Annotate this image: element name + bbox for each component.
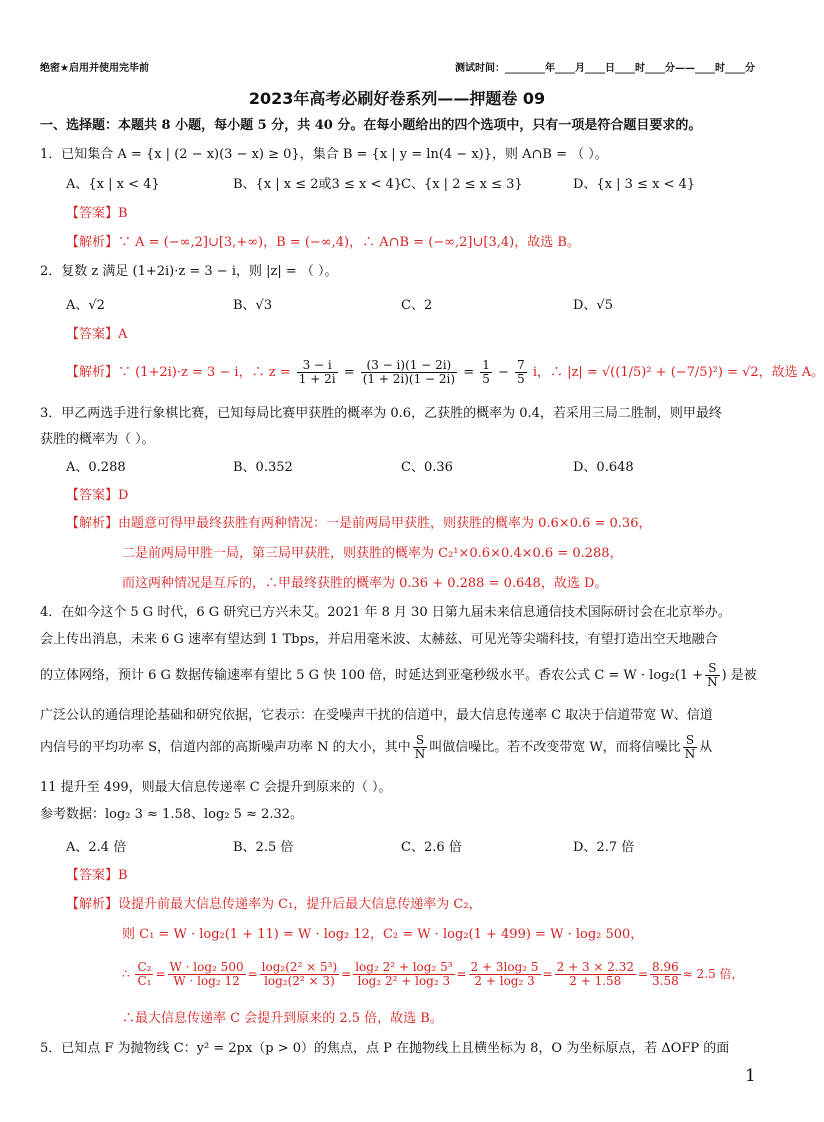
- q1-answer: 【答案】B: [66, 206, 128, 221]
- q4-stem-line4: 广泛公认的通信理论基础和研究依据，它表示：在受噪声干扰的信道中，最大信息传递率 C 取决于信道带宽 W、信道: [40, 708, 713, 723]
- q4-option-d: D、2.7 倍: [573, 840, 635, 855]
- q4-stem-line1: 4．在如今这个 5 G 时代，6 G 研究已方兴未艾。2021 年 8 月 30 日第九届未来信息通信技术国际研讨会在北京举办。: [40, 605, 731, 620]
- fraction-numerator: S: [705, 662, 720, 676]
- q3-answer: 【答案】D: [66, 488, 129, 503]
- q3-stem-line1: 3．甲乙两选手进行象棋比赛，已知每局比赛甲获胜的概率为 0.6，乙获胜的概率为 0.4，若采用三局二胜制，则甲最终: [40, 406, 722, 421]
- section-heading: 一、选择题：本题共 8 小题，每小题 5 分，共 40 分。在每小题给出的四个选项中，只有一项是符合题目要求的。: [40, 118, 702, 133]
- q1-option-d: D、{x | 3 ≤ x < 4}: [573, 177, 696, 192]
- q5-stem: 5．已知点 F 为抛物线 C：y² = 2px（p > 0）的焦点，点 P 在抛物线上且横坐标为 8，O 为坐标原点，若 ΔOFP 的面: [40, 1041, 730, 1056]
- fraction-denominator: N: [684, 747, 696, 761]
- q3-analysis-line1: 【解析】由题意可得甲最终获胜有两种情况：一是前两局甲获胜，则获胜的概率为 0.6×0.6 = 0.36，: [66, 516, 652, 531]
- equals-sign: =: [456, 967, 467, 981]
- q4-stem-line3: [40, 660, 757, 692]
- q1-stem: 1．已知集合 A = {x | (2 − x)(3 − x) ≥ 0}，集合 B = {x | y = ln(4 − x)}，则 A∩B = （ ）。: [40, 147, 608, 162]
- therefore-sign: ∴: [122, 967, 130, 981]
- minus-sign: −: [498, 365, 509, 380]
- q1-option-a: A、{x | x < 4}: [66, 177, 160, 192]
- fraction-numerator: 3 − i: [297, 359, 338, 373]
- fraction-numerator: W · log₂ 500: [169, 960, 244, 974]
- q1-analysis: 【解析】∵ A = (−∞,2]∪[3,+∞)，B = (−∞,4)，∴ A∩B = (−∞,2]∪[3,4)，故选 B。: [66, 235, 580, 250]
- signal-noise-fraction: [683, 734, 698, 761]
- fraction-denominator: log₂(2² × 3): [264, 974, 335, 988]
- fraction-numerator: 8.96: [652, 960, 679, 974]
- q3-option-b: B、0.352: [233, 460, 293, 475]
- ratio-fraction: [650, 961, 681, 988]
- q4-line3-text: 的立体网络，预计 6 G 数据传输速率有望比 5 G 快 100 倍，时延达到亚毫秒级水平。香农公式 C = W · log₂(1 +: [40, 668, 704, 683]
- fraction-numerator: S: [413, 734, 428, 748]
- q4-option-a: A、2.4 倍: [66, 840, 127, 855]
- equals-sign: =: [155, 967, 166, 981]
- q2-option-c: C、2: [401, 298, 433, 313]
- q2-analysis: [66, 356, 824, 390]
- q4-analysis-line2: 则 C₁ = W · log₂(1 + 11) = W · log₂ 12，C₂ = W · log₂(1 + 499) = W · log₂ 500，: [122, 927, 644, 942]
- equals-sign: =: [341, 967, 352, 981]
- ratio-fraction: [469, 961, 541, 988]
- confidential-label: 绝密★启用并使用完毕前: [40, 63, 149, 74]
- q4-analysis-line3: [122, 956, 744, 992]
- q2-option-d: D、√5: [573, 298, 613, 313]
- fraction-denominator: log₂ 2² + log₂ 3: [357, 974, 451, 988]
- fraction-numerator: S: [683, 734, 698, 748]
- page-title: 2023年高考必刷好卷系列——押题卷 09: [248, 89, 546, 108]
- fraction-numerator: 1: [482, 358, 490, 372]
- fraction-denominator: 1 + 2i: [298, 372, 336, 386]
- q2-analysis-suffix: i，∴ |z| = √((1/5)² + (−7/5)²) = √2，故选 A。: [532, 365, 824, 380]
- q4-line5-tail: 从: [699, 740, 713, 755]
- q4-stem-line2: 会上传出消息，未来 6 G 速率有望达到 1 Tbps，并启用毫米波、太赫兹、可见光等尖端科技，有望打造出空天地融合: [40, 632, 718, 647]
- equals-sign: =: [343, 365, 355, 380]
- q2-fraction-2: [361, 359, 457, 386]
- fraction-numerator: C₂: [137, 960, 152, 974]
- ratio-fraction: [353, 961, 454, 988]
- fraction-denominator: 5: [482, 372, 490, 386]
- q2-analysis-prefix: 【解析】∵ (1+2i)·z = 3 − i，∴ z =: [66, 365, 291, 380]
- page-number: 1: [745, 1066, 756, 1086]
- fraction-denominator: (1 + 2i)(1 − 2i): [362, 372, 456, 386]
- q4-stem-line5: [40, 732, 712, 764]
- fraction-numerator: 2 + 3 × 2.32: [556, 960, 634, 974]
- q4-line5-text: 内信号的平均功率 S，信道内部的高斯噪声功率 N 的大小，其中: [40, 740, 411, 755]
- fraction-numerator: (3 − i)(1 − 2i): [361, 359, 457, 373]
- q4-stem-line6: 11 提升至 499，则最大信息传递率 C 会提升到原来的（ ）。: [40, 780, 392, 795]
- q4-analysis-line1: 【解析】设提升前最大信息传递率为 C₁，提升后最大信息传递率为 C₂，: [66, 897, 482, 912]
- fraction-denominator: N: [707, 675, 718, 689]
- fraction-numerator: 7: [517, 358, 525, 372]
- equals-sign: =: [637, 967, 649, 981]
- fraction-denominator: W · log₂ 12: [173, 974, 240, 988]
- ratio-fraction: [135, 961, 153, 988]
- q4-option-b: B、2.5 倍: [233, 840, 294, 855]
- q2-option-b: B、√3: [233, 298, 273, 313]
- q2-answer: 【答案】A: [66, 327, 128, 342]
- q4-line5-middle: 叫做信噪比。若不改变带宽 W，而将信噪比: [429, 740, 681, 755]
- q2-fraction-1: [297, 359, 338, 386]
- q3-option-a: A、0.288: [66, 460, 126, 475]
- q4-analysis-line4: ∴最大信息传递率 C 会提升到原来的 2.5 倍，故选 B。: [122, 1011, 443, 1026]
- ratio-fraction: [260, 961, 340, 988]
- q3-option-d: D、0.648: [573, 460, 634, 475]
- signal-noise-fraction: [705, 662, 720, 689]
- fraction-numerator: 2 + 3log₂ 5: [470, 960, 539, 974]
- signal-noise-fraction: [413, 734, 428, 761]
- q4-option-c: C、2.6 倍: [401, 840, 462, 855]
- q4-line3-tail: ) 是被: [721, 668, 757, 683]
- q3-analysis-line2: 二是前两局甲胜一局，第三局甲获胜，则获胜的概率为 C₂¹×0.6×0.4×0.6 = 0.288，: [122, 546, 623, 561]
- test-time-label: 测试时间：________年____月____日____时____分——____时____分: [455, 63, 755, 74]
- q1-option-b: B、{x | x ≤ 2或3 ≤ x < 4}: [233, 177, 403, 192]
- q1-option-c: C、{x | 2 ≤ x ≤ 3}: [401, 177, 523, 192]
- fraction-denominator: 2 + 1.58: [569, 974, 622, 988]
- q4-reference-data: 参考数据：log₂ 3 ≈ 1.58、log₂ 5 ≈ 2.32。: [40, 807, 304, 822]
- fraction-denominator: 3.58: [652, 974, 679, 988]
- fraction-denominator: 5: [517, 372, 525, 386]
- q3-stem-line2: 获胜的概率为（ ）。: [40, 432, 155, 447]
- q2-stem: 2．复数 z 满足 (1+2i)·z = 3 − i，则 |z| = （ ）。: [40, 264, 338, 279]
- ratio-fraction: [168, 961, 246, 988]
- q3-option-c: C、0.36: [401, 460, 453, 475]
- fraction-denominator: C₁: [137, 974, 152, 988]
- fraction-numerator: log₂(2² × 5³): [261, 960, 338, 974]
- fraction-denominator: N: [414, 747, 426, 761]
- q2-fraction-4: [515, 359, 527, 386]
- q4-answer: 【答案】B: [66, 868, 128, 883]
- ratio-fraction: [555, 961, 636, 988]
- equals-sign: =: [542, 967, 553, 981]
- q2-option-a: A、√2: [66, 298, 105, 313]
- q2-fraction-3: [480, 359, 492, 386]
- equals-sign: =: [247, 967, 258, 981]
- equals-sign: =: [463, 365, 475, 380]
- approx-result: ≈ 2.5 倍，: [682, 967, 744, 981]
- q3-analysis-line3: 而这两种情况是互斥的，∴甲最终获胜的概率为 0.36 + 0.288 = 0.648，故选 D。: [122, 576, 608, 591]
- fraction-numerator: log₂ 2² + log₂ 5³: [355, 960, 453, 974]
- fraction-denominator: 2 + log₂ 3: [474, 974, 535, 988]
